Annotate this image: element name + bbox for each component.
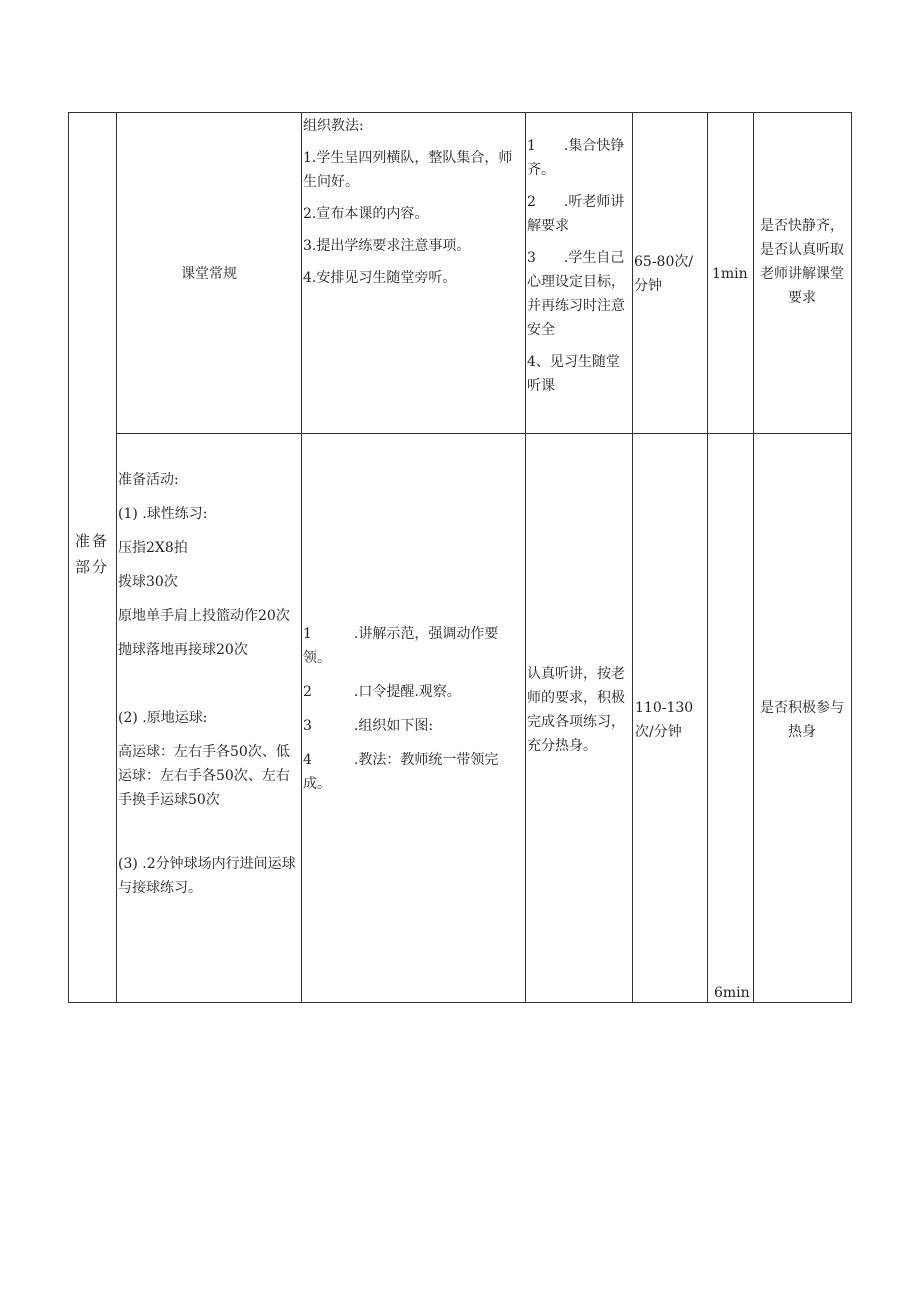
row2-intensity: 110-130次/分钟	[635, 700, 694, 740]
row1-teaching	[303, 114, 523, 290]
table-col-divider	[301, 112, 302, 1003]
table-col-divider	[116, 112, 117, 1003]
table-border-top	[68, 112, 852, 113]
row2-content-line: 原地单手肩上投篮动作20次	[118, 608, 290, 624]
row1-student-line: 3 .学生自己心理设定目标，并再练习时注意安全	[527, 250, 625, 338]
row2-teaching-line: 1 .讲解示范，强调动作要领。	[303, 626, 499, 666]
row1-intensity: 65-80次/分钟	[634, 254, 694, 294]
row1-student-line: 2 .听老师讲解要求	[527, 194, 625, 234]
row1-time: 1min	[712, 266, 748, 282]
row2-content-line: (1) .球性练习:	[118, 506, 208, 522]
table-border-right	[851, 112, 852, 1003]
row2-teaching-line: 3 .组织如下图:	[303, 718, 434, 734]
table-col-divider	[753, 112, 754, 1003]
row1-student-line: 4、见习生随堂听课	[527, 354, 620, 394]
row2-content-line: 压指2X8拍	[118, 540, 188, 556]
row1-teaching-line: 3.提出学练要求注意事项。	[303, 238, 471, 254]
row1-teaching-line: 2.宣布本课的内容。	[303, 206, 429, 222]
row2-student: 认真听讲，按老师的要求，积极完成各项练习，充分热身。	[527, 666, 625, 754]
row1-content: 课堂常规	[181, 266, 237, 282]
row1-teaching-line: 4.安排见习生随堂旁听。	[303, 270, 457, 286]
table-row-divider	[116, 433, 852, 434]
row2-content-line: 高运球：左右手各50次、低运球：左右手各50次、左右手换手运球50次	[118, 744, 290, 808]
row1-student	[527, 134, 631, 398]
row2-content-line: (2) .原地运球:	[118, 710, 208, 726]
table-border-left	[68, 112, 69, 1003]
row2-content	[118, 468, 300, 900]
table-col-divider	[632, 112, 633, 1003]
row2-teaching-line: 4 .教法：教师统一带领完成。	[303, 752, 499, 792]
row2-content-line: 准备活动:	[118, 472, 179, 488]
row2-content-line: 拨球30次	[118, 574, 178, 590]
row1-teaching-line: 组织教法:	[303, 118, 364, 134]
row1-teaching-line: 1.学生呈四列横队，整队集合，师生问好。	[303, 150, 513, 190]
row2-time: 6min	[714, 985, 750, 1001]
row2-content-line: 抛球落地再接球20次	[118, 642, 248, 658]
row2-teaching	[303, 622, 523, 796]
row2-assessment: 是否积极参与热身	[760, 700, 844, 740]
row2-teaching-line: 2 .口令提醒.观察。	[303, 684, 461, 700]
row1-assessment: 是否快静齐，是否认真听取老师讲解课堂要求	[760, 218, 844, 306]
row2-content-line: (3) .2分钟球场内行进间运球与接球练习。	[118, 856, 296, 896]
row1-student-line: 1 .集合快铮齐。	[527, 138, 625, 178]
table-col-divider	[707, 112, 708, 1003]
table-col-divider	[525, 112, 526, 1003]
section-label: 准备部分	[74, 532, 109, 576]
